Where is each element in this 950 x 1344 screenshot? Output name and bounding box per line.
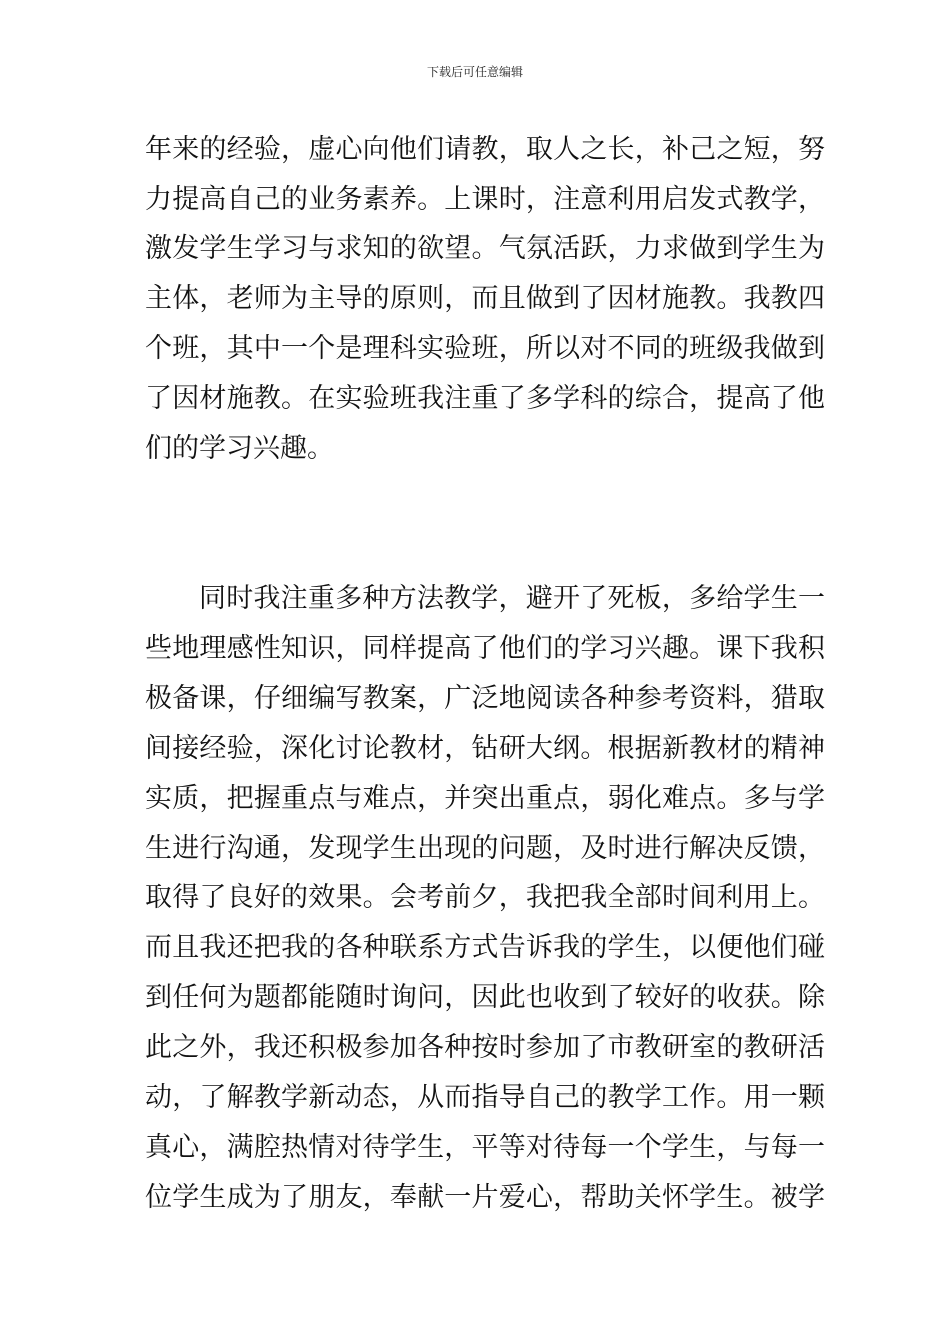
paragraph-1-line: 个班，其中一个是理科实验班，所以对不同的班级我做到 (145, 333, 825, 364)
paragraph-2-line: 极备课，仔细编写教案，广泛地阅读各种参考资料，猎取 (145, 683, 825, 714)
page-header: 下载后可任意编辑 (426, 65, 523, 79)
paragraph-1-line: 了因材施教。在实验班我注重了多学科的综合，提高了他 (145, 383, 825, 414)
paragraph-1-line: 年来的经验，虚心向他们请教，取人之长，补己之短，努 (145, 134, 825, 165)
paragraph-1-line: 主体，老师为主导的原则，而且做到了因材施教。我教四 (145, 283, 825, 314)
paragraph-2-line: 些地理感性知识，同样提高了他们的学习兴趣。课下我积 (145, 633, 825, 664)
paragraph-2-line: 到任何为题都能随时询问，因此也收到了较好的收获。除 (145, 982, 825, 1013)
paragraph-2-line: 而且我还把我的各种联系方式告诉我的学生，以便他们碰 (145, 932, 825, 963)
paragraph-2-line: 位学生成为了朋友，奉献一片爱心，帮助关怀学生。被学 (145, 1182, 825, 1213)
paragraph-1-line: 们的学习兴趣。 (145, 433, 334, 464)
paragraph-2-line: 生进行沟通，发现学生出现的问题，及时进行解决反馈， (145, 833, 825, 864)
paragraph-2-line: 取得了良好的效果。会考前夕，我把我全部时间利用上。 (145, 882, 825, 913)
paragraph-2-line: 同时我注重多种方法教学，避开了死板，多给学生一 (199, 583, 825, 614)
paragraph-2-line: 动，了解教学新动态，从而指导自己的教学工作。用一颗 (145, 1082, 825, 1113)
paragraph-2-line: 真心，满腔热情对待学生，平等对待每一个学生，与每一 (145, 1132, 825, 1163)
paragraph-1-line: 力提高自己的业务素养。上课时，注意利用启发式教学， (145, 184, 825, 215)
paragraph-2-line: 间接经验，深化讨论教材，钻研大纲。根据新教材的精神 (145, 733, 825, 764)
paragraph-2-line: 此之外，我还积极参加各种按时参加了市教研室的教研活 (145, 1032, 825, 1063)
paragraph-1-line: 激发学生学习与求知的欲望。气氛活跃，力求做到学生为 (145, 233, 825, 264)
paragraph-2-line: 实质，把握重点与难点，并突出重点，弱化难点。多与学 (145, 783, 825, 814)
